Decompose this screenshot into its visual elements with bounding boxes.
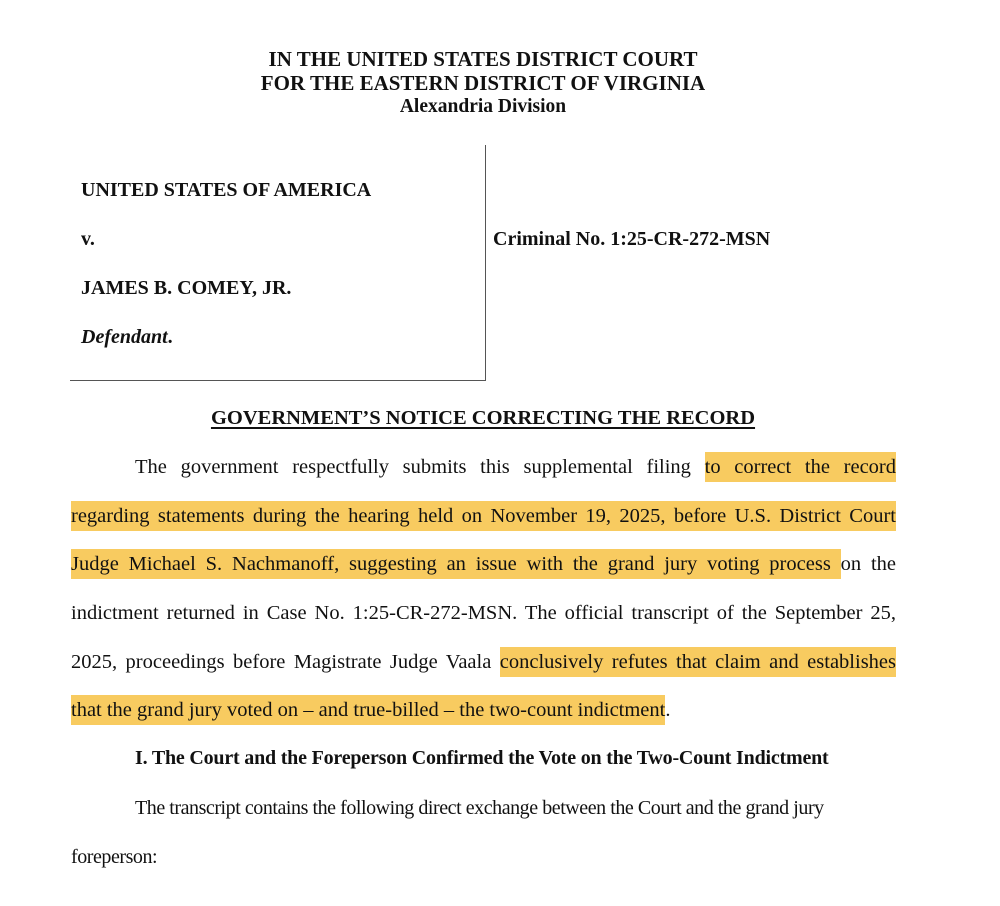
case-number: Criminal No. 1:25-CR-272-MSN [493, 228, 771, 250]
paragraph1-line [71, 498, 896, 534]
highlighted-text: to correct the record [705, 452, 896, 482]
defendant-label-wrap [81, 325, 173, 349]
plain-text: The government respectfully submits this supplemental filing [135, 456, 705, 478]
document-title-wrap [0, 406, 966, 430]
defendant-label: Defendant [81, 326, 168, 348]
highlighted-text: that the grand jury voted on – and true-billed – the two-count indictment [71, 695, 665, 725]
paragraph1-line [71, 546, 896, 582]
plain-text: 2025, proceedings before Magistrate Judge Vaala [71, 651, 500, 673]
highlighted-text: Judge Michael S. Nachmanoff, suggesting an issue with the grand jury voting process [71, 549, 841, 579]
paragraph1-line [71, 595, 896, 631]
plain-text: indictment returned in Case No. 1:25-CR-272-MSN. The official transcript of the September 25, [71, 602, 896, 624]
case-caption-box [70, 145, 486, 381]
court-division: Alexandria Division [399, 96, 567, 117]
highlighted-text: regarding statements during the hearing held on November 19, 2025, before U.S. District Court [71, 501, 896, 531]
paragraph2-line2: foreperson: [71, 846, 158, 868]
court-name: IN THE UNITED STATES DISTRICT COURT [268, 47, 698, 71]
section-heading: I. The Court and the Foreperson Confirmed the Vote on the Two-Count Indictment [135, 747, 829, 769]
paragraph1-line [71, 692, 896, 728]
court-district: FOR THE EASTERN DISTRICT OF VIRGINIA [260, 71, 706, 95]
plain-text: on the [840, 553, 896, 575]
court-header [0, 47, 966, 119]
paragraph2-line1: The transcript contains the following direct exchange between the Court and the grand jury [135, 797, 824, 819]
paragraph1-line [71, 644, 896, 680]
defendant-name: JAMES B. COMEY, JR. [81, 277, 292, 299]
defendant-label-suffix: . [167, 326, 173, 348]
versus-label: v. [81, 228, 95, 250]
paragraph1-line [71, 449, 896, 485]
highlighted-text: conclusively refutes that claim and establishes [500, 647, 896, 677]
plain-text: . [665, 699, 671, 721]
document-title: GOVERNMENT’S NOTICE CORRECTING THE RECORD [210, 407, 756, 429]
plaintiff-name: UNITED STATES OF AMERICA [81, 179, 372, 201]
